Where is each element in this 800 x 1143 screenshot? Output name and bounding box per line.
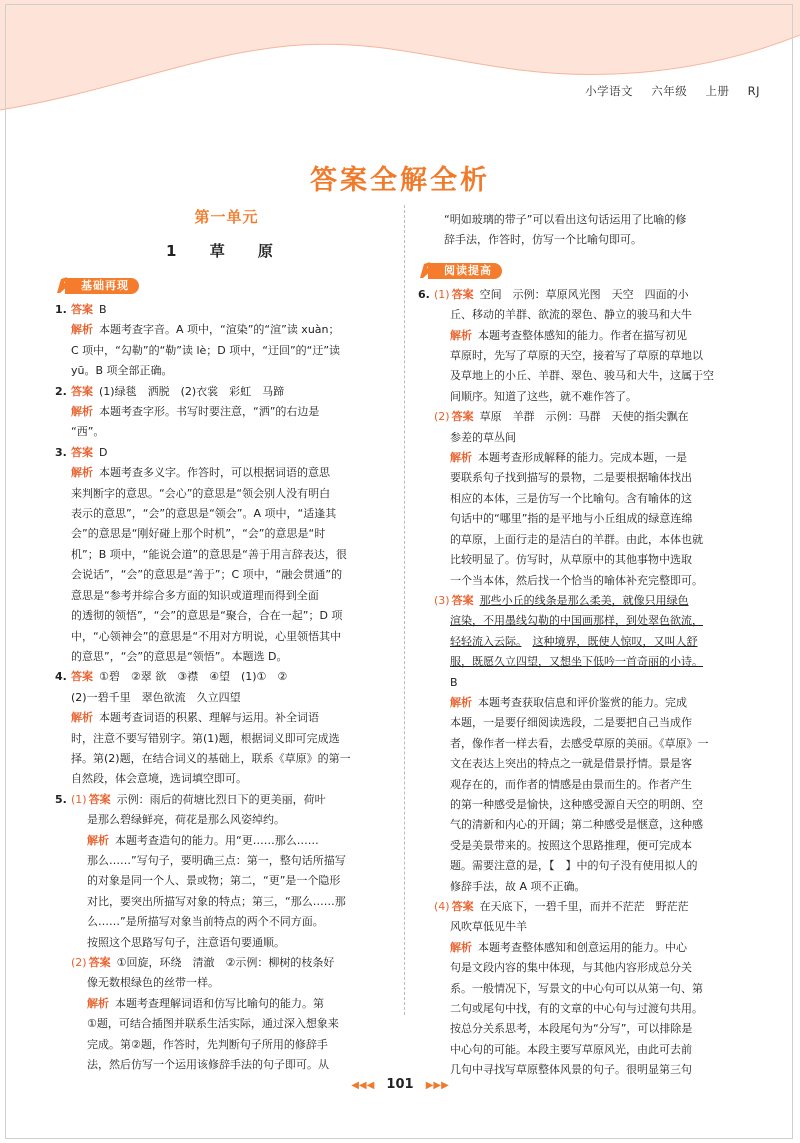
analysis-2: 解析 本题考查形成解释的能力。完成本题，一是 要联系句子找到描写的景物，二是要根据喻体找出 相应的本体，三是仿写一个比喻句。含有喻体的这 句话中的“哪里”指的是平地与小丘组成的绿意连绵 的草原，上面行走的是洁白的羊群。由此，本体也就 比较明显了。仿写时，从草原中的其他事物中选取 一个当本体，然后找一个恰当的喻体补充完整即可。 <box>450 451 703 587</box>
left-arrows-icon: ◀◀◀ <box>351 1080 375 1091</box>
book-info <box>571 83 760 99</box>
right-column <box>418 210 761 1081</box>
column-divider <box>404 205 405 1015</box>
section-reading-label: 阅读提高 <box>428 263 502 279</box>
left-column <box>55 210 398 1075</box>
page-number-value: 101 <box>386 1077 414 1092</box>
section-basic-label: 基础再现 <box>65 278 139 294</box>
carryover-line-2: 辞手法，作答时，仿写一个比喻句即可。 <box>444 233 642 247</box>
question-2: 2. 答案 (1)绿毯 洒脱 (2)衣裳 彩虹 马蹄 解析 本题考查字形。书写时要注意，“洒”的右边是 “西”。 <box>55 384 320 439</box>
question-4: 4. 答案 ①碧 ②翠 欲 ③襟 ④望 (1)① ② (2)一碧千里 翠色欲流 久立四望 解析 本题考查词语的积累、理解与运用。补全词语 时，注意不要写错别字。第(1)题，根据词义即可完成选 择。第(2)题，在结合词义的基础上，联系《草原》的第一 自然段，体会意境，选词填空即可。 <box>55 670 351 786</box>
analysis-3: 解析 本题考查获取信息和评价鉴赏的能力。完成 本题，一是要仔细阅读选段，二是要把自己当成作 者，像作者一样去看，去感受草原的美丽。《草原》一 文在表达上突出的特点之一就是借景抒情。景是客 观存在的，而作者的情感是由景而生的。作者产生 的第一种感受是愉快，这种感受源自天空的明朗、空 气的清新和内心的开阔；第二种感受是惬意，这种感 受是美景带来的。按照这个思路推理，便可完成本 题。需要注意的是，【 】中的句子没有使用拟人的 修辞手法，故 A 项不正确。 <box>450 695 709 893</box>
section-reading <box>418 257 761 285</box>
question-3: 3. 答案 D 解析 本题考查多义字。作答时，可以根据词语的意思 来判断字的意思。“会心”的意思是“领会别人没有明白 表示的意思”，“会”的意思是“领会”。A 项中，“适逢其 会”的意思是“刚好碰上那个时机”，“会”的意思是“时 机”；B 项中，“能说会道”的意思是“善于用言辞表达，很 会说话”，“会”的意思是“善于”；C 项中，“融会贯通”的 意思是“参考并综合多方面的知识或道理而得到全面 的透彻的领悟”，“会”的意思是“聚合，合在一起”；D 项 中，“心领神会”的意思是“不用对方明说，心里领悟其中 的意思”，“会”的意思是“领悟”。本题选 D。 <box>55 445 347 663</box>
analysis-4: 解析 本题考查整体感知和创意运用的能力。中心 句是文段内容的集中体现，与其他内容形成总分关 系。一般情况下，写景文的中心句可以从第一句、第 二句或尾句中找，有的文章的中心句与过渡句共用。 按总分关系思考，本段尾句为“分写”，可以排除是 中心句的可能。本段主要写草原风光，由此可去前 几句中寻找写草原整体风景的句子。很明显第三句 <box>450 940 703 1077</box>
carryover-line-1: “明如玻璃的带子”可以看出这句话运用了比喻的修 <box>444 213 687 226</box>
page-title: 答案全解全析 <box>310 165 490 196</box>
lesson-title: 1 草 原 <box>166 242 287 260</box>
unit-title: 第一单元 <box>194 208 259 226</box>
grade: 六年级 <box>651 84 688 98</box>
section-basic <box>55 272 398 300</box>
question-5: 5. (1) 答案 示例：雨后的荷塘比烈日下的更美丽，荷叶 是那么碧绿鲜亮，荷花是那么风姿绰约。 解析 本题考查造句的能力。用“更……那么…… 那么……”写句子，要明确三点：第一，整句话所描写 的对象是同一个人、景或物；第二，“更”是一个隐形 对比，要突出所描写对象的特点；第三，“那么……那 么……”是所描写对象当前特点的两个不同方面。 按照这个思路写句子，注意语句要通顺。 (2) 答案 ①回旋，环绕 清澈 ②示例：柳树的枝条好 像无数根绿色的丝带一样。 解析 本题考查理解词语和仿写比喻句的能力。第 ①题，可结合插图并联系生活实际，通过深入想象来 完成。第②题，作答时，先判断句子所用的修辞手 法，然后仿写一个运用该修辞手法的句子即可。从 <box>55 792 346 1072</box>
subject: 小学语文 <box>585 84 634 98</box>
edition: RJ <box>747 84 760 98</box>
volume: 上册 <box>705 84 730 98</box>
question-6: 6. (1) 答案 空间 示例：草原风光图 天空 四面的小 丘、移动的羊群、欲流的翠色、静立的骏马和大牛 解析 本题考查整体感知的能力。作者在描写初见 草原时，先写了草原的天空，接着写了草原的草地以 及草地上的小丘、羊群、翠色、骏马和大牛，这属于空 间顺序。知道了这些，就不难作答了。 (2) 答案 草原 羊群 示例：马群 天使的指尖飘在 参差的草丛间 解析 本题考查形成解释的能力。完成本题，一是 要联系句子找到描写的景物，二是要根据喻体找出 相应的本体，三是仿写一个比喻句。含有喻体的这 句话中的“哪里”指的是平地与小丘组成的绿意连绵 的草原，上面行走的是洁白的羊群。由此，本体也就 比较明显了。仿写时，从草原中的其他事物中选取 一个当本体，然后找一个恰当的喻体补充完整即可。 (3) 答案 那些小丘的线条是那么柔美，就像只用绿色 渲染，不用墨线勾勒的中国画那样，到处翠色欲流， 轻轻流入云际。 这种境界，既使人惊叹，又叫人舒 服，既愿久立四望，又想坐下低吟一首奇丽的小诗。 B 解析 本题考查获取信息和评价鉴赏的能力。完成 本题，一是要仔细阅读选段，二是要把自己当成作 者，像作者一样去看，去感受草原的美丽。《草原》一 文在表达上突出的特点之一就是借景抒情。景是客 观存在的，而作者的情感是由景而生的。作者产生 的第一种感受是愉快，这种感受源自天空的明朗、空 气的清新和内心的开阔；第二种感受是惬意，这种感 受是美景带来的。按照这个思路推理，便可完成本 题。需要注意的是，【 】中的句子没有使用拟人的 修辞手法，故 A 项不正确。 (4) 答案 在天底下，一碧千里，而并不茫茫 野茫茫 风吹草低见牛羊 解析 本题考查整体感知和创意运用的能力。中心 句是文段内容的集中体现，与其他内容形成总分关 系。一般情况下，写景文的中心句可以从第一句、第 二句或尾句中找，有的文章的中心句与过渡句共用。 按总分关系思考，本段尾句为“分写”，可以排除是 中心句的可能。本段主要写草原风光，由此可去前 几句中寻找写草原整体风景的句子。很明显第三句 <box>418 285 761 1081</box>
right-arrows-icon: ▶▶▶ <box>425 1080 449 1091</box>
page-number <box>0 1077 800 1092</box>
analysis-1: 解析 本题考查整体感知的能力。作者在描写初见 草原时，先写了草原的天空，接着写了草原的草地以 及草地上的小丘、羊群、翠色、骏马和大牛，这属于空 间顺序。知道了这些，就不难作答了。 <box>450 328 714 403</box>
question-1: 1. 答案 B 解析 本题考查字音。A 项中，“渲染”的“渲”读 xuàn； C 项中，“勾勒”的“勒”读 lè；D 项中，“迂回”的“迂”读 yū。B 项全部正确。 <box>55 303 341 378</box>
header-wave-decoration <box>0 0 800 125</box>
